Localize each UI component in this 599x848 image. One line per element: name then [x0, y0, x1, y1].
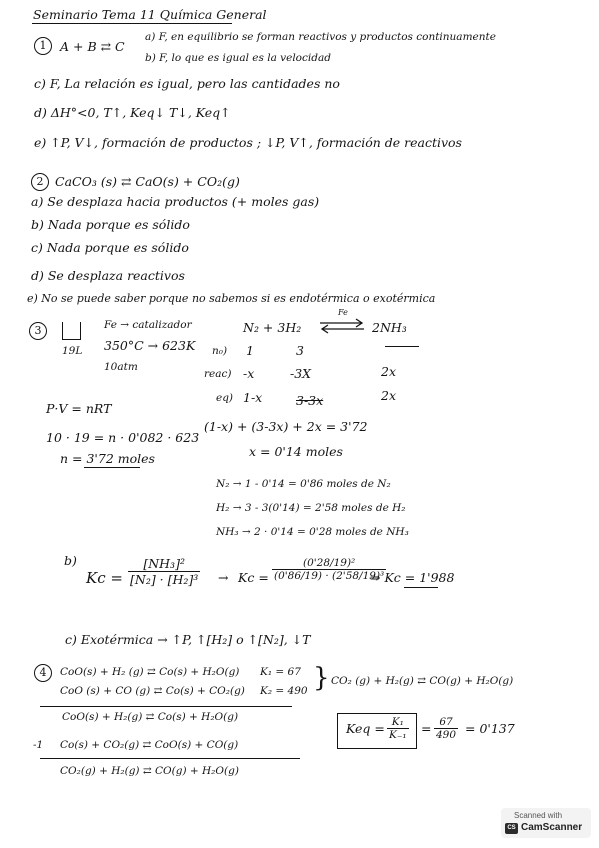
ice-n0-h2: 3	[296, 343, 304, 358]
ice-reac-n2: -x	[243, 366, 255, 381]
keq-result: = 0'137	[465, 721, 515, 736]
ex4-separator-1	[40, 706, 292, 707]
title-underline	[32, 23, 232, 24]
ex2-answer-e: e) No se puede saber porque no sabemos si es endotérmica o exotérmica	[27, 292, 436, 305]
ex2-answer-d: d) Se desplaza reactivos	[31, 268, 185, 283]
exercise-2-number: 2	[31, 173, 49, 191]
ice-row-n0-label: n₀)	[212, 345, 228, 357]
kc-denominator: [N₂] · [H₂]³	[130, 572, 199, 587]
moles-nh3: NH₃ → 2 · 0'14 = 0'28 moles de NH₃	[216, 526, 409, 538]
watermark-scanned-text: Scanned with	[514, 811, 563, 820]
kc-expression	[128, 556, 200, 587]
exercise-3-number: 3	[29, 322, 47, 340]
ideal-gas-substitution: 10 · 19 = n · 0'082 · 623	[46, 430, 200, 445]
ex3-b-label: b)	[64, 553, 77, 568]
ex4-reaction-1: CoO(s) + H₂ (g) ⇄ Co(s) + H₂O(g)	[60, 666, 240, 678]
camscanner-watermark	[501, 808, 591, 838]
ex3-products: 2NH₃	[372, 320, 407, 335]
ex1-answer-b: b) F, lo que es igual es la velocidad	[145, 52, 331, 64]
ex2-reaction: CaCO₃ (s) ⇄ CaO(s) + CO₂(g)	[55, 174, 240, 189]
pressure-condition: 10atm	[104, 361, 138, 373]
container-sketch	[62, 322, 81, 340]
kc-result: ⇒ Kc = 1'988	[370, 570, 455, 585]
ex1-answer-c: c) F, La relación es igual, pero las cantidades no	[34, 76, 340, 91]
ex4-reaction-result: CO₂(g) + H₂(g) ⇄ CO(g) + H₂O(g)	[60, 765, 239, 777]
ex2-answer-c: c) Nada porque es sólido	[31, 240, 189, 255]
ex3-reactants: N₂ + 3H₂	[243, 320, 302, 335]
ex1-answer-d: d) ΔH°<0, T↑, Keq↓ T↓, Keq↑	[34, 105, 231, 120]
mole-sum-equation: (1-x) + (3-3x) + 2x = 3'72	[204, 419, 368, 434]
kc-sub-denominator: (0'86/19) · (2'58/19)³	[274, 570, 385, 582]
ex2-answer-a: a) Se desplaza hacia productos (+ moles gas)	[31, 194, 320, 209]
kc-result-underline	[404, 587, 438, 588]
catalyst-condition: Fe → catalizador	[104, 319, 192, 331]
kc-numerator: [NH₃]²	[128, 556, 200, 572]
ex1-answer-e: e) ↑P, V↓, formación de productos ; ↓P, V↑, formación de reactivos	[34, 135, 462, 150]
ex3-answer-c: c) Exotérmica → ↑P, ↑[H₂] o ↑[N₂], ↓T	[65, 632, 311, 647]
kc-sub-numerator: (0'28/19)²	[272, 557, 386, 570]
ice-row-reac-label: reac)	[204, 368, 232, 380]
keq-value-numerator: 67	[434, 716, 458, 729]
keq-equals: =	[421, 721, 432, 736]
ice-reac-nh3: 2x	[381, 364, 397, 379]
camscanner-logo-icon: CS	[505, 823, 518, 834]
kc-symbol-2: Kc =	[238, 570, 269, 585]
keq-label: Keq =	[346, 721, 385, 736]
ex4-brace: }	[313, 663, 330, 693]
keq-values	[434, 716, 458, 741]
ice-eq-nh3: 2x	[381, 388, 397, 403]
exercise-1-number: 1	[34, 37, 52, 55]
ice-eq-n2: 1-x	[243, 390, 263, 405]
ex4-reaction-4: Co(s) + CO₂(g) ⇄ CoO(s) + CO(g)	[60, 739, 239, 751]
ice-n0-n2: 1	[246, 343, 254, 358]
total-moles-underline	[84, 467, 140, 468]
ideal-gas-law: P·V = nRT	[46, 401, 112, 416]
keq-value-denominator: 490	[436, 729, 457, 741]
ex4-k1: K₁ = 67	[260, 666, 301, 678]
ex2-answer-b: b) Nada porque es sólido	[31, 217, 190, 232]
keq-fraction	[387, 716, 409, 741]
ice-row-eq-label: eq)	[216, 392, 234, 404]
keq-numerator: K₁	[387, 716, 409, 729]
equilibrium-arrow-icon	[318, 318, 366, 334]
moles-h2: H₂ → 3 - 3(0'14) = 2'58 moles de H₂	[216, 502, 406, 514]
keq-denominator: K₋₁	[389, 729, 407, 741]
kc-symbol: Kc =	[86, 569, 123, 587]
ex4-reaction-2: CoO (s) + CO (g) ⇄ Co(s) + CO₂(g)	[60, 685, 245, 697]
ex3-catalyst-label: Fe	[338, 308, 348, 317]
x-result: x = 0'14 moles	[249, 444, 343, 459]
ex3-product-underline	[385, 346, 419, 347]
ex4-k2: K₂ = 490	[260, 685, 308, 697]
ex4-separator-2	[40, 758, 300, 759]
kc-arrow: →	[218, 570, 229, 585]
temperature-condition: 350°C → 623K	[104, 338, 196, 353]
volume-label: 19L	[62, 345, 83, 357]
page-title: Seminario Tema 11 Química General	[33, 7, 267, 22]
ex1-answer-a: a) F, en equilibrio se forman reactivos y productos continuamente	[145, 31, 496, 43]
ex1-reaction: A + B ⇄ C	[60, 39, 125, 54]
ex4-target-reaction: CO₂ (g) + H₂(g) ⇄ CO(g) + H₂O(g)	[331, 675, 514, 687]
ex4-reaction-3: CoO(s) + H₂(g) ⇄ Co(s) + H₂O(g)	[62, 711, 239, 723]
ex4-inverse-prefix: -1	[33, 739, 44, 751]
ice-reac-h2: -3X	[290, 366, 312, 381]
ice-eq-h2: 3-3x	[296, 393, 324, 408]
exercise-4-number: 4	[34, 664, 52, 682]
total-moles: n = 3'72 moles	[60, 451, 155, 466]
watermark-brand-text: CamScanner	[521, 822, 583, 833]
moles-n2: N₂ → 1 - 0'14 = 0'86 moles de N₂	[216, 478, 391, 490]
